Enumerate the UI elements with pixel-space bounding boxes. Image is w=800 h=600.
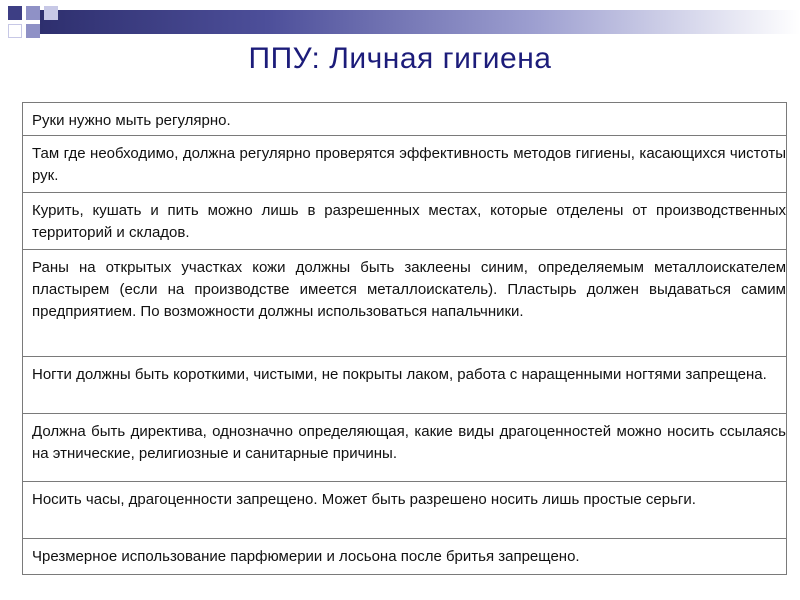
table-row: Там где необходимо, должна регулярно проверятся эффективность методов гигиены, касающихся чистоты рук. bbox=[23, 136, 786, 193]
table-row: Раны на открытых участках кожи должны быть заклеены синим, определяемым металлоискателем пластырем (если на производстве имеется металлоискатель). Пластырь должен выдаваться самим предприятием. По возможности должны использоваться напальчники. bbox=[23, 250, 786, 357]
decor-square bbox=[8, 24, 22, 38]
rules-table bbox=[22, 102, 787, 575]
decor-square bbox=[8, 6, 22, 20]
table-row: Ногти должны быть короткими, чистыми, не покрыты лаком, работа с наращенными ногтями запрещена. bbox=[23, 357, 786, 414]
decor-square bbox=[26, 6, 40, 20]
table-row: Должна быть директива, однозначно определяющая, какие виды драгоценностей можно носить ссылаясь на этнические, религиозные и санитарные причины. bbox=[23, 414, 786, 482]
header-decoration bbox=[0, 0, 800, 38]
decor-square bbox=[44, 6, 58, 20]
table-row: Чрезмерное использование парфюмерии и лосьона после бритья запрещено. bbox=[32, 548, 580, 565]
decor-square bbox=[26, 24, 40, 38]
table-row: Руки нужно мыть регулярно. bbox=[23, 103, 786, 136]
slide-title: ППУ: Личная гигиена bbox=[248, 42, 552, 75]
table-row: Носить часы, драгоценности запрещено. Может быть разрешено носить лишь простые серьги. bbox=[23, 482, 786, 539]
header-gradient-bar bbox=[40, 10, 800, 34]
table-row: Курить, кушать и пить можно лишь в разрешенных местах, которые отделены от производственных территорий и складов. bbox=[23, 193, 786, 250]
